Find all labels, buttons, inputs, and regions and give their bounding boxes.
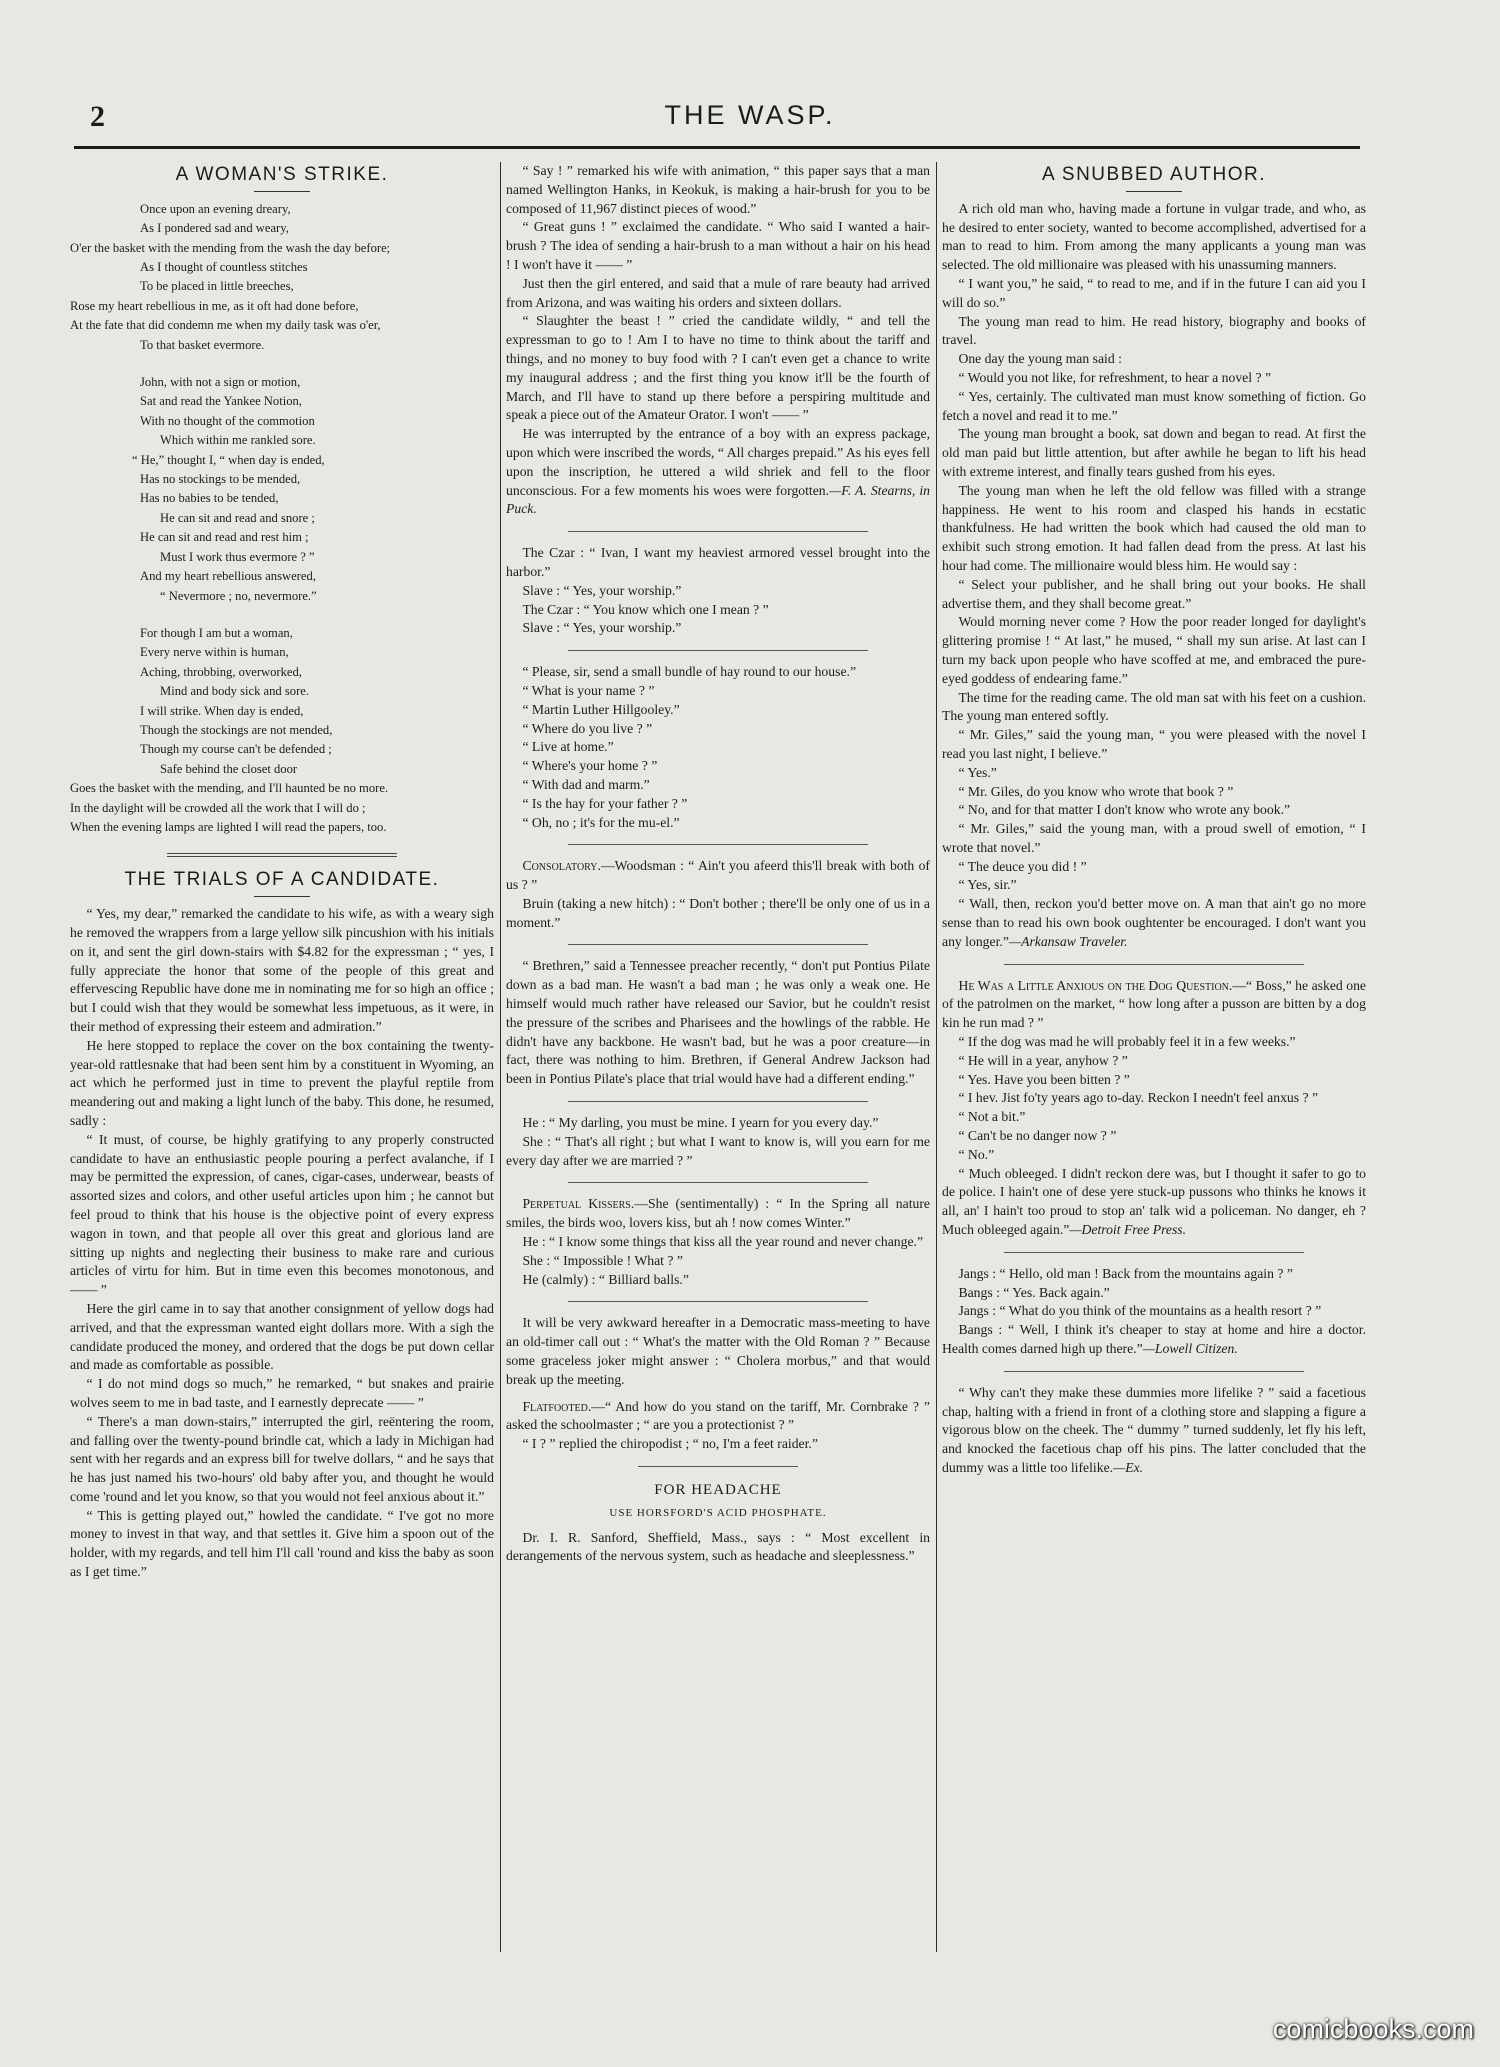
- poem-line: Though the stockings are not mended,: [140, 722, 333, 737]
- headache-ad-text: Dr. I. R. Sanford, Sheffield, Mass., says : “ Most excellent in derangements of the nervous system, such as headache and sleeplessness.”: [506, 1529, 930, 1564]
- poem-line: And my heart rebellious answered,: [140, 569, 316, 584]
- dog-question-line: “ I hev. Jist fo'ty years ago to-day. Reckon I needn't feel anxus ? ”: [958, 1090, 1319, 1106]
- consolatory-paragraph: Consolatory.—Woodsman : “ Ain't you afeerd this'll break with both of us ? ”: [506, 858, 930, 893]
- czar-line: Slave : “ Yes, your worship.”: [522, 582, 682, 598]
- trials-paragraph: Just then the girl entered, and said that a mule of rare beauty had arrived from Arizona, and was waiting his orders and sixteen dollars.: [506, 275, 930, 310]
- snubbed-paragraph: “ Yes, sir.”: [958, 877, 1017, 893]
- jangs-attribution: —Lowell Citizen.: [1142, 1341, 1238, 1357]
- poem-line: In the daylight will be crowded all the work that I will do ;: [70, 800, 366, 815]
- snubbed-paragraph: “ Yes.”: [958, 764, 997, 780]
- trials-paragraph: “ This is getting played out,” howled the candidate. “ I've got no more money to invest in that way, and that settles it. Give him a spoon out of the holder, with my regards, and tell him I'll call 'round and kiss the baby as soon as I get time.”: [70, 1507, 494, 1580]
- poem-line: I will strike. When day is ended,: [140, 703, 304, 718]
- poem-line: He can sit and read and snore ;: [160, 510, 315, 525]
- snubbed-paragraph: “ Mr. Giles,” said the young man, “ you were pleased with the novel I read you last night, I believe.”: [942, 727, 1366, 761]
- headache-ad-subtitle: USE HORSFORD'S ACID PHOSPHATE.: [609, 1506, 827, 1519]
- hay-line: “ Is the hay for your father ? ”: [522, 795, 688, 811]
- snubbed-paragraph: The young man brought a book, sat down and began to read. At first the old man paid but little attention, but after awhile he began to lift his head with extreme interest, and finally tears gushed from his eyes.: [942, 426, 1366, 479]
- poem-line: Rose my heart rebellious in me, as it oft had done before,: [70, 298, 359, 313]
- dummies-attribution: —Ex.: [1113, 1460, 1144, 1475]
- czar-line: Slave : “ Yes, your worship.”: [522, 620, 682, 636]
- snubbed-paragraph: “ Would you not like, for refreshment, to hear a novel ? ”: [958, 369, 1272, 385]
- poem-line: With no thought of the commotion: [140, 413, 315, 428]
- poem-line: “ He,” thought I, “ when day is ended,: [132, 452, 325, 467]
- dummies-paragraph: “ Why can't they make these dummies more lifelike ? ” said a facetious chap, halting with a friend in front of a clothing store and slapping a figure a vigorous blow on the cheek. The “ dummy ” turned suddenly, let fly his left, and knocked the facetious chap off his pins. The latter concluded that the dummy was a little too lifelike.—Ex.: [942, 1384, 1366, 1475]
- poem-line: When the evening lamps are lighted I will read the papers, too.: [70, 819, 387, 834]
- trials-paragraph: “ Slaughter the beast ! ” cried the candidate wildly, “ and tell the expressman to go to ! Am I to have no time to think about the tariff and things, and no money to buy food with ? I can't even get a chance to write my inaugural address ; and the first thing you know it'll be the fourth of March, and I'll have to stand up there before a perspiring multitude and speak a piece out of the Amateur Orator. I won't —— ”: [506, 313, 930, 423]
- poem-line: Sat and read the Yankee Notion,: [140, 394, 302, 409]
- trials-paragraph: Here the girl came in to say that another consignment of yellow dogs had arrived, and that the expressman wanted eight dollars more. With a sigh the candidate produced the money, and ordered that the dogs be put down cellar and made as comfortable as possible.: [70, 1300, 494, 1373]
- snubbed-paragraph: “ Wall, then, reckon you'd better move on. A man that ain't go no more sense than to read his own book oughtenter be encouraged. I don't want you any longer.”—Arkansaw Traveler.: [942, 896, 1366, 949]
- hay-line: “ What is your name ? ”: [522, 682, 655, 698]
- hay-line: “ Where do you live ? ”: [522, 720, 653, 736]
- dog-question-paragraph: He Was a Little Anxious on the Dog Question.—“ Boss,” he asked one of the patrolmen on the market, “ how long after a pusson are bitten by a dog kin he run mad ? ”: [942, 977, 1366, 1031]
- consolatory-paragraph: Bruin (taking a new hitch) : “ Don't bother ; there'll be only one of us in a moment.”: [506, 895, 930, 930]
- dog-question-attribution: —Detroit Free Press.: [1069, 1222, 1187, 1238]
- trials-attribution: —F. A. Stearns, in Puck.: [506, 482, 930, 517]
- poem-line: Has no stockings to be mended,: [140, 472, 301, 487]
- kissers-line: He : “ I know some things that kiss all the year round and never change.”: [522, 1234, 924, 1250]
- poem-line: Mind and body sick and sore.: [160, 684, 310, 699]
- column-3: [942, 162, 1366, 1952]
- czar-line: The Czar : “ You know which one I mean ? ”: [522, 601, 769, 617]
- poem-line: Goes the basket with the mending, and I'll haunted be no more.: [70, 781, 389, 796]
- snubbed-paragraph: “ No, and for that matter I don't know who wrote any book.”: [958, 802, 1291, 818]
- poem-line: Aching, throbbing, overworked,: [140, 664, 302, 679]
- snubbed-paragraph: The time for the reading came. The old man sat with his feet on a cushion. The young man entered softly.: [942, 689, 1366, 724]
- hay-line: “ Where's your home ? ”: [522, 758, 658, 774]
- flatfooted-paragraph: Flatfooted.—“ And how do you stand on the tariff, Mr. Cornbrake ? ” asked the schoolmaster ; “ are you a protectionist ? ”: [506, 1398, 930, 1433]
- dog-question-line: “ He will in a year, anyhow ? ”: [958, 1052, 1128, 1068]
- snubbed-paragraph: One day the young man said :: [958, 351, 1122, 367]
- hay-line: “ Oh, no ; it's for the mu-el.”: [522, 814, 680, 830]
- column-separator-2: [936, 162, 937, 1952]
- snubbed-paragraph: A rich old man who, having made a fortune in vulgar trade, and who, as he desired to enter society, wanted to become accomplished, advertised for a man to read to him. From among the many applicants a young man was selected. The old millionaire was pleased with his unassuming manners.: [942, 200, 1366, 273]
- dog-question-line: “ If the dog was mad he will probably feel it in a few weeks.”: [958, 1034, 1296, 1050]
- dog-question-line: “ Can't be no danger now ? ”: [958, 1128, 1117, 1144]
- womans-strike-title: A WOMAN'S STRIKE.: [175, 164, 389, 185]
- poem-line: He can sit and read and rest him ;: [140, 530, 309, 545]
- poem-line: “ Nevermore ; no, nevermore.”: [160, 588, 317, 603]
- darling-line: She : “ That's all right ; but what I want to know is, will you earn for me every day after we are married ? ”: [506, 1133, 930, 1168]
- poem-line: As I thought of countless stitches: [140, 260, 308, 275]
- poem-line: To be placed in little breeches,: [140, 279, 294, 294]
- jangs-line: Bangs : “ Yes. Back again.”: [958, 1284, 1110, 1300]
- kissers-line: He (calmly) : “ Billiard balls.”: [522, 1271, 689, 1287]
- snubbed-paragraph: The young man when he left the old fellow was filled with a strange happiness. He went to his room and clasped his hands in ecstatic thankfulness. He had written the book which had caused the old man to exhibit such strong emotion. It had fallen dead from the press. At last his hour had come. The millionaire would bless him. He would say :: [942, 482, 1366, 573]
- brethren-paragraph: “ Brethren,” said a Tennessee preacher recently, “ don't put Pontius Pilate down as a bad man. He wasn't a bad man ; he was only a weak one. He himself would much rather have released our Savior, but he couldn't resist the pressure of the scribes and Pharisees and the howlings of the rabble. He didn't have any backbone. He wasn't bad, but he was a poor creature—in fact, there was nothing to him. Brethren, if General Andrew Jackson had been in Pontius Pilate's place that trial would have had a different ending.”: [506, 958, 930, 1087]
- poem-line: To that basket evermore.: [140, 337, 265, 352]
- poem-line: Has no babies to be tended,: [140, 491, 279, 506]
- hay-line: “ Martin Luther Hillgooley.”: [522, 701, 680, 717]
- snubbed-paragraph: “ Yes, certainly. The cultivated man must know something of fiction. Go fetch a novel and read it to me.”: [942, 388, 1366, 423]
- poem-line: At the fate that did condemn me when my daily task was o'er,: [70, 318, 381, 333]
- poem-line: O'er the basket with the mending from the wash the day before;: [70, 240, 391, 255]
- hay-line: “ Live at home.”: [522, 739, 614, 755]
- trials-paragraph: He was interrupted by the entrance of a boy with an express package, upon which were inscribed the words, “ All charges prepaid.” As his eyes fell upon the inscription, he uttered a wild shriek and fell to the floor unconscious. For a few moments his woes were forgotten.—F. A. Stearns, in Puck.: [506, 426, 930, 517]
- snubbed-paragraph: The young man read to him. He read history, biography and books of travel.: [942, 313, 1366, 348]
- jangs-line: Bangs : “ Well, I think it's cheaper to stay at home and hire a doctor. Health comes darned high up there.”—Lowell Citizen.: [942, 1322, 1366, 1357]
- womans-strike-poem: [70, 200, 494, 838]
- snubbed-author-title: A SNUBBED AUTHOR.: [1042, 164, 1266, 185]
- kissers-paragraph: Perpetual Kissers.—She (sentimentally) : “ In the Spring all nature smiles, the birds woo, lovers kiss, but ah ! now comes Winter.”: [506, 1196, 930, 1231]
- trials-paragraph: “ Great guns ! ” exclaimed the candidate. “ Who said I wanted a hair-brush ? The idea of sending a hair-brush to a man without a hair on his head ! I won't have it —— ”: [506, 219, 930, 272]
- trials-paragraph: “ Yes, my dear,” remarked the candidate to his wife, as with a weary sigh he removed the wrappers from a large yellow silk pincushion with his initials on it, and sent the girl down-stairs with $4.82 for the expressman ; “ yes, I fully appreciate the honor that some of the people of this great and effervescing Republic have done me in nominating me for so high an office ; but I could wish that they would be somewhat less impetuous, as it were, in their method of expressing their esteem and admiration.”: [70, 906, 494, 1034]
- trials-paragraph: He here stopped to replace the cover on the box containing the twenty-year-old rattlesnake that had been sent him by a constituent in Wyoming, an act which he performed just in time to prevent the playful reptile from meandering out and making a light lunch of the baby. This done, he resumed, sadly :: [70, 1037, 494, 1128]
- darling-line: He : “ My darling, you must be mine. I yearn for you every day.”: [522, 1115, 879, 1131]
- masthead-rule: [74, 146, 1360, 149]
- poem-line: Every nerve within is human,: [140, 645, 289, 660]
- dog-question-line: “ Yes. Have you been bitten ? ”: [958, 1071, 1130, 1087]
- trials-paragraph: “ Say ! ” remarked his wife with animation, “ this paper says that a man named Wellington Hanks, in Keokuk, is making a hair-brush for you to be composed of 11,967 distinct pieces of wood.”: [506, 163, 930, 216]
- jangs-line: Jangs : “ Hello, old man ! Back from the mountains again ? ”: [958, 1265, 1293, 1281]
- trials-title: THE TRIALS OF A CANDIDATE.: [124, 869, 440, 891]
- masthead-title: THE WASP.: [664, 100, 836, 130]
- kissers-line: She : “ Impossible ! What ? ”: [522, 1252, 683, 1268]
- snubbed-paragraph: “ Select your publisher, and he shall bring out your books. He shall advertise them, and they shall become great.”: [942, 576, 1366, 611]
- trials-paragraph: “ There's a man down-stairs,” interrupted the girl, reëntering the room, and falling over the twenty-pound brindle cat, which a lady in Michigan had sent with her regards and an express bill for twelve dollars, “ and he says that he has just named his two-hours' old baby after you, and thought he would come 'round and let you know, so that you would not feel anxious about it.”: [70, 1413, 494, 1504]
- jangs-line: Jangs : “ What do you think of the mountains as a health resort ? ”: [958, 1303, 1322, 1319]
- poem-line: Safe behind the closet door: [160, 761, 298, 776]
- czar-line: The Czar : “ Ivan, I want my heaviest armored vessel brought into the harbor.”: [506, 545, 930, 579]
- poem-line: Must I work thus evermore ? ”: [160, 549, 315, 564]
- hay-line: “ With dad and marm.”: [522, 776, 650, 792]
- flatfooted-paragraph: “ I ? ” replied the chiropodist ; “ no, I'm a feet raider.”: [522, 1436, 818, 1452]
- snubbed-paragraph: “ The deuce you did ! ”: [958, 858, 1087, 874]
- dog-question-line: “ Much obleeged. I didn't reckon dere was, but I thought it safer to go to de police. I hain't one of dese yere stuck-up pussons who thinks he knows it all, an' I hain't too proud to stop an' talk wid a policeman. No danger, eh ? Much obleeged again.”—Detroit Free Press.: [942, 1165, 1366, 1238]
- poem-line: For though I am but a woman,: [140, 625, 293, 640]
- dog-question-line: “ Not a bit.”: [958, 1109, 1026, 1125]
- poem-line: Which within me rankled sore.: [160, 433, 316, 448]
- column-2: [506, 162, 930, 1952]
- snubbed-paragraph: “ Mr. Giles, do you know who wrote that book ? ”: [958, 783, 1234, 799]
- snubbed-paragraph: “ Mr. Giles,” said the young man, with a proud swell of emotion, “ I wrote that novel.”: [942, 821, 1366, 855]
- page-number: 2: [90, 100, 105, 133]
- poem-line: Though my course can't be defended ;: [140, 742, 332, 757]
- section-divider: [167, 853, 397, 857]
- democratic-paragraph: It will be very awkward hereafter in a Democratic mass-meeting to have an old-timer call out : “ What's the matter with the Old Roman ? ” Because some graceless joker might answer : “ Cholera morbus,” and that would break up the meeting.: [506, 1315, 930, 1387]
- trials-paragraph: “ It must, of course, be highly gratifying to any properly constructed candidate to have an enthusiastic people pouring a perfect avalanche, if I may be permitted the expression, of canes, cigar-cases, underwear, beasts of assorted sizes and colors, and other useful articles upon him ; he cannot but feel proud to think that his house is the objective point of every express wagon in town, and that people all over this great and glorious land are sitting up nights and neglecting their business to make rare and curious articles of virtu for him. But in time even this becomes monotonous, and —— ”: [70, 1131, 494, 1298]
- watermark-logo: comicbooks.com: [1272, 2014, 1474, 2044]
- poem-line: John, with not a sign or motion,: [140, 375, 301, 390]
- trials-paragraph: “ I do not mind dogs so much,” he remarked, “ but snakes and prairie wolves seem to me in bad taste, and I earnestly deprecate —— ”: [70, 1376, 494, 1410]
- column-separator-1: [500, 162, 501, 1952]
- hay-line: “ Please, sir, send a small bundle of hay round to our house.”: [522, 664, 857, 680]
- dog-question-line: “ No.”: [958, 1146, 995, 1162]
- poem-line: As I pondered sad and weary,: [140, 221, 289, 236]
- snubbed-paragraph: Would morning never come ? How the poor reader longed for daylight's glittering promise ! “ At last,” he mused, “ shall my sun arise. At last can I turn my back upon people who have scoffed at me, and embraced the pure-eyed goddess of endearing fame.”: [942, 614, 1366, 686]
- snubbed-attribution: —Arkansaw Traveler.: [1008, 933, 1128, 949]
- column-1: [70, 162, 494, 1952]
- poem-line: Once upon an evening dreary,: [140, 201, 291, 216]
- headache-ad-title: FOR HEADACHE: [654, 1482, 782, 1499]
- snubbed-paragraph: “ I want you,” he said, “ to read to me, and if in the future I can aid you I will do so.”: [942, 275, 1366, 310]
